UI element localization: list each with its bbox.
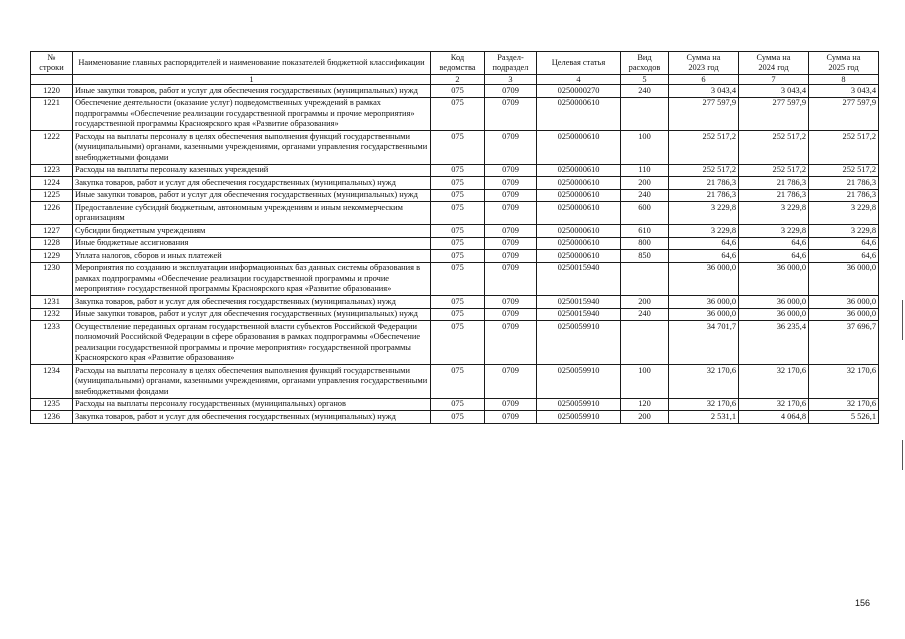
table-row: [31, 250, 879, 263]
row-sum-2025: 3 043,4: [809, 85, 879, 98]
row-name: Иные закупки товаров, работ и услуг для обеспечения государственных (муниципальных) нужд: [73, 189, 431, 202]
row-dept-code: 075: [431, 189, 485, 202]
row-section: 0709: [485, 225, 537, 238]
row-sum-2024: 3 229,8: [739, 202, 809, 225]
row-expense-type: [621, 97, 669, 131]
row-sum-2025: 3 229,8: [809, 202, 879, 225]
row-line-number: 1234: [31, 365, 73, 399]
table-row: [31, 411, 879, 424]
row-sum-2024: 3 043,4: [739, 85, 809, 98]
row-line-number: 1232: [31, 308, 73, 321]
header-sum-2024: Сумма на 2024 год: [739, 52, 809, 75]
row-dept-code: 075: [431, 398, 485, 411]
row-expense-type: 200: [621, 296, 669, 309]
row-name: Обеспечение деятельности (оказание услуг) подведомственных учреждений в рамках подпрограммы «Обеспечение реализации государственной программы и прочие мероприятия» государственной программы Красноярского края «Развитие образования»: [73, 97, 431, 131]
row-sum-2023: 3 229,8: [669, 225, 739, 238]
row-name: Закупка товаров, работ и услуг для обеспечения государственных (муниципальных) нужд: [73, 411, 431, 424]
row-dept-code: 075: [431, 365, 485, 399]
row-section: 0709: [485, 398, 537, 411]
row-sum-2025: 32 170,6: [809, 398, 879, 411]
column-number: 6: [669, 75, 739, 85]
row-section: 0709: [485, 177, 537, 190]
row-sum-2024: 3 229,8: [739, 225, 809, 238]
row-sum-2025: 36 000,0: [809, 296, 879, 309]
row-name: Предоставление субсидий бюджетным, автономным учреждениям и иным некоммерческим организациям: [73, 202, 431, 225]
row-line-number: 1230: [31, 262, 73, 296]
table-row: [31, 85, 879, 98]
column-number: 5: [621, 75, 669, 85]
scan-edge-mark: [902, 300, 903, 340]
row-expense-type: 200: [621, 177, 669, 190]
column-number: 8: [809, 75, 879, 85]
row-sum-2023: 21 786,3: [669, 177, 739, 190]
row-target-article: 0250015940: [537, 262, 621, 296]
row-sum-2024: 36 235,4: [739, 321, 809, 365]
header-dept-code: Код ведомства: [431, 52, 485, 75]
row-sum-2023: 252 517,2: [669, 131, 739, 165]
row-section: 0709: [485, 411, 537, 424]
row-name: Уплата налогов, сборов и иных платежей: [73, 250, 431, 263]
table-row: [31, 262, 879, 296]
header-expense-type: Вид расходов: [621, 52, 669, 75]
row-target-article: 0250059910: [537, 398, 621, 411]
row-section: 0709: [485, 202, 537, 225]
row-section: 0709: [485, 250, 537, 263]
row-sum-2024: 4 064,8: [739, 411, 809, 424]
row-target-article: 0250015940: [537, 296, 621, 309]
row-target-article: 0250000610: [537, 237, 621, 250]
row-target-article: 0250059910: [537, 321, 621, 365]
row-sum-2024: 36 000,0: [739, 296, 809, 309]
row-name: Расходы на выплаты персоналу в целях обеспечения выполнения функций государственными (муниципальными) органами, казенными учреждениями, органами управления государственными внебюджетными фондами: [73, 131, 431, 165]
row-expense-type: 800: [621, 237, 669, 250]
row-dept-code: 075: [431, 177, 485, 190]
table-row: [31, 308, 879, 321]
row-sum-2025: 36 000,0: [809, 262, 879, 296]
row-sum-2025: 21 786,3: [809, 189, 879, 202]
row-sum-2023: 21 786,3: [669, 189, 739, 202]
row-target-article: 0250059910: [537, 365, 621, 399]
row-sum-2024: 21 786,3: [739, 177, 809, 190]
row-section: 0709: [485, 164, 537, 177]
row-sum-2025: 5 526,1: [809, 411, 879, 424]
row-target-article: 0250000610: [537, 225, 621, 238]
row-target-article: 0250000610: [537, 177, 621, 190]
row-sum-2024: 36 000,0: [739, 308, 809, 321]
page-number: 156: [854, 598, 870, 608]
table-row: [31, 398, 879, 411]
column-number: 1: [73, 75, 431, 85]
budget-table: [30, 51, 879, 424]
row-dept-code: 075: [431, 308, 485, 321]
row-sum-2023: 36 000,0: [669, 308, 739, 321]
row-sum-2023: 32 170,6: [669, 365, 739, 399]
row-line-number: 1221: [31, 97, 73, 131]
table-row: [31, 225, 879, 238]
row-expense-type: 120: [621, 398, 669, 411]
row-expense-type: 100: [621, 131, 669, 165]
row-name: Иные закупки товаров, работ и услуг для обеспечения государственных (муниципальных) нужд: [73, 85, 431, 98]
row-sum-2025: 277 597,9: [809, 97, 879, 131]
row-target-article: 0250015940: [537, 308, 621, 321]
row-sum-2025: 252 517,2: [809, 131, 879, 165]
row-sum-2024: 252 517,2: [739, 164, 809, 177]
row-sum-2023: 252 517,2: [669, 164, 739, 177]
row-section: 0709: [485, 308, 537, 321]
row-line-number: 1228: [31, 237, 73, 250]
row-line-number: 1236: [31, 411, 73, 424]
row-section: 0709: [485, 131, 537, 165]
table-row: [31, 164, 879, 177]
row-sum-2023: 36 000,0: [669, 262, 739, 296]
row-line-number: 1233: [31, 321, 73, 365]
row-dept-code: 075: [431, 411, 485, 424]
header-target-article: Целевая статья: [537, 52, 621, 75]
row-line-number: 1220: [31, 85, 73, 98]
budget-table-container: [30, 51, 878, 424]
row-line-number: 1223: [31, 164, 73, 177]
row-expense-type: 240: [621, 189, 669, 202]
table-row: [31, 177, 879, 190]
row-dept-code: 075: [431, 296, 485, 309]
row-expense-type: 600: [621, 202, 669, 225]
row-sum-2025: 32 170,6: [809, 365, 879, 399]
row-name: Иные закупки товаров, работ и услуг для обеспечения государственных (муниципальных) нужд: [73, 308, 431, 321]
row-dept-code: 075: [431, 237, 485, 250]
header-line-number: № строки: [31, 52, 73, 75]
row-sum-2024: 252 517,2: [739, 131, 809, 165]
row-section: 0709: [485, 262, 537, 296]
column-number: 4: [537, 75, 621, 85]
row-sum-2023: 34 701,7: [669, 321, 739, 365]
row-section: 0709: [485, 189, 537, 202]
row-line-number: 1229: [31, 250, 73, 263]
row-sum-2024: 36 000,0: [739, 262, 809, 296]
row-sum-2023: 3 229,8: [669, 202, 739, 225]
row-target-article: 0250000270: [537, 85, 621, 98]
row-sum-2023: 277 597,9: [669, 97, 739, 131]
row-target-article: 0250059910: [537, 411, 621, 424]
row-expense-type: [621, 321, 669, 365]
row-name: Осуществление переданных органам государственной власти субъектов Российской Федерации полномочий Российской Федерации в сфере образования в рамках подпрограммы «Обеспечение реализации государственной программы и прочие мероприятия» государственной программы Красноярского края «Развитие образования»: [73, 321, 431, 365]
row-sum-2025: 64,6: [809, 250, 879, 263]
table-header-row: [31, 52, 879, 75]
row-section: 0709: [485, 85, 537, 98]
row-expense-type: 240: [621, 85, 669, 98]
row-expense-type: 100: [621, 365, 669, 399]
table-row: [31, 321, 879, 365]
row-target-article: 0250000610: [537, 164, 621, 177]
row-section: 0709: [485, 365, 537, 399]
row-sum-2025: 252 517,2: [809, 164, 879, 177]
row-line-number: 1231: [31, 296, 73, 309]
header-sum-2025: Сумма на 2025 год: [809, 52, 879, 75]
header-section: Раздел- подраздел: [485, 52, 537, 75]
row-sum-2024: 21 786,3: [739, 189, 809, 202]
row-name: Субсидии бюджетным учреждениям: [73, 225, 431, 238]
row-name: Расходы на выплаты персоналу казенных учреждений: [73, 164, 431, 177]
row-sum-2024: 64,6: [739, 237, 809, 250]
row-name: Иные бюджетные ассигнования: [73, 237, 431, 250]
row-sum-2023: 3 043,4: [669, 85, 739, 98]
row-sum-2025: 21 786,3: [809, 177, 879, 190]
row-target-article: 0250000610: [537, 202, 621, 225]
column-number: [31, 75, 73, 85]
row-sum-2023: 64,6: [669, 237, 739, 250]
row-expense-type: 850: [621, 250, 669, 263]
row-name: Закупка товаров, работ и услуг для обеспечения государственных (муниципальных) нужд: [73, 177, 431, 190]
row-name: Расходы на выплаты персоналу в целях обеспечения выполнения функций государственными (муниципальными) органами, казенными учреждениями, органами управления государственными внебюджетными фондами: [73, 365, 431, 399]
row-expense-type: 110: [621, 164, 669, 177]
row-sum-2025: 3 229,8: [809, 225, 879, 238]
row-sum-2024: 277 597,9: [739, 97, 809, 131]
row-section: 0709: [485, 97, 537, 131]
row-dept-code: 075: [431, 202, 485, 225]
row-sum-2024: 32 170,6: [739, 365, 809, 399]
row-expense-type: 200: [621, 411, 669, 424]
row-sum-2023: 2 531,1: [669, 411, 739, 424]
row-dept-code: 075: [431, 250, 485, 263]
column-number-row: [31, 75, 879, 85]
row-dept-code: 075: [431, 164, 485, 177]
row-expense-type: [621, 262, 669, 296]
row-line-number: 1222: [31, 131, 73, 165]
row-line-number: 1225: [31, 189, 73, 202]
scan-edge-mark: [902, 440, 903, 470]
row-sum-2024: 32 170,6: [739, 398, 809, 411]
row-line-number: 1235: [31, 398, 73, 411]
row-line-number: 1224: [31, 177, 73, 190]
row-target-article: 0250000610: [537, 131, 621, 165]
row-dept-code: 075: [431, 262, 485, 296]
row-name: Мероприятия по созданию и эксплуатации информационных баз данных системы образования в рамках подпрограммы «Обеспечение реализации государственной программы и прочие мероприятия» государственной программы Красноярского края «Развитие образования»: [73, 262, 431, 296]
header-sum-2023: Сумма на 2023 год: [669, 52, 739, 75]
header-name: Наименование главных распорядителей и наименование показателей бюджетной классификации: [73, 52, 431, 75]
row-target-article: 0250000610: [537, 189, 621, 202]
row-section: 0709: [485, 296, 537, 309]
row-sum-2025: 37 696,7: [809, 321, 879, 365]
table-row: [31, 131, 879, 165]
row-line-number: 1227: [31, 225, 73, 238]
row-expense-type: 610: [621, 225, 669, 238]
row-sum-2025: 64,6: [809, 237, 879, 250]
column-number: 3: [485, 75, 537, 85]
row-dept-code: 075: [431, 97, 485, 131]
row-dept-code: 075: [431, 321, 485, 365]
row-target-article: 0250000610: [537, 250, 621, 263]
row-section: 0709: [485, 321, 537, 365]
row-section: 0709: [485, 237, 537, 250]
row-dept-code: 075: [431, 225, 485, 238]
row-target-article: 0250000610: [537, 97, 621, 131]
row-sum-2023: 32 170,6: [669, 398, 739, 411]
row-expense-type: 240: [621, 308, 669, 321]
row-name: Закупка товаров, работ и услуг для обеспечения государственных (муниципальных) нужд: [73, 296, 431, 309]
table-row: [31, 237, 879, 250]
table-row: [31, 97, 879, 131]
table-row: [31, 365, 879, 399]
row-dept-code: 075: [431, 85, 485, 98]
table-row: [31, 189, 879, 202]
row-name: Расходы на выплаты персоналу государственных (муниципальных) органов: [73, 398, 431, 411]
column-number: 7: [739, 75, 809, 85]
column-number: 2: [431, 75, 485, 85]
row-dept-code: 075: [431, 131, 485, 165]
table-row: [31, 296, 879, 309]
row-sum-2023: 36 000,0: [669, 296, 739, 309]
row-sum-2023: 64,6: [669, 250, 739, 263]
table-row: [31, 202, 879, 225]
row-line-number: 1226: [31, 202, 73, 225]
table-body: [31, 85, 879, 424]
row-sum-2024: 64,6: [739, 250, 809, 263]
row-sum-2025: 36 000,0: [809, 308, 879, 321]
